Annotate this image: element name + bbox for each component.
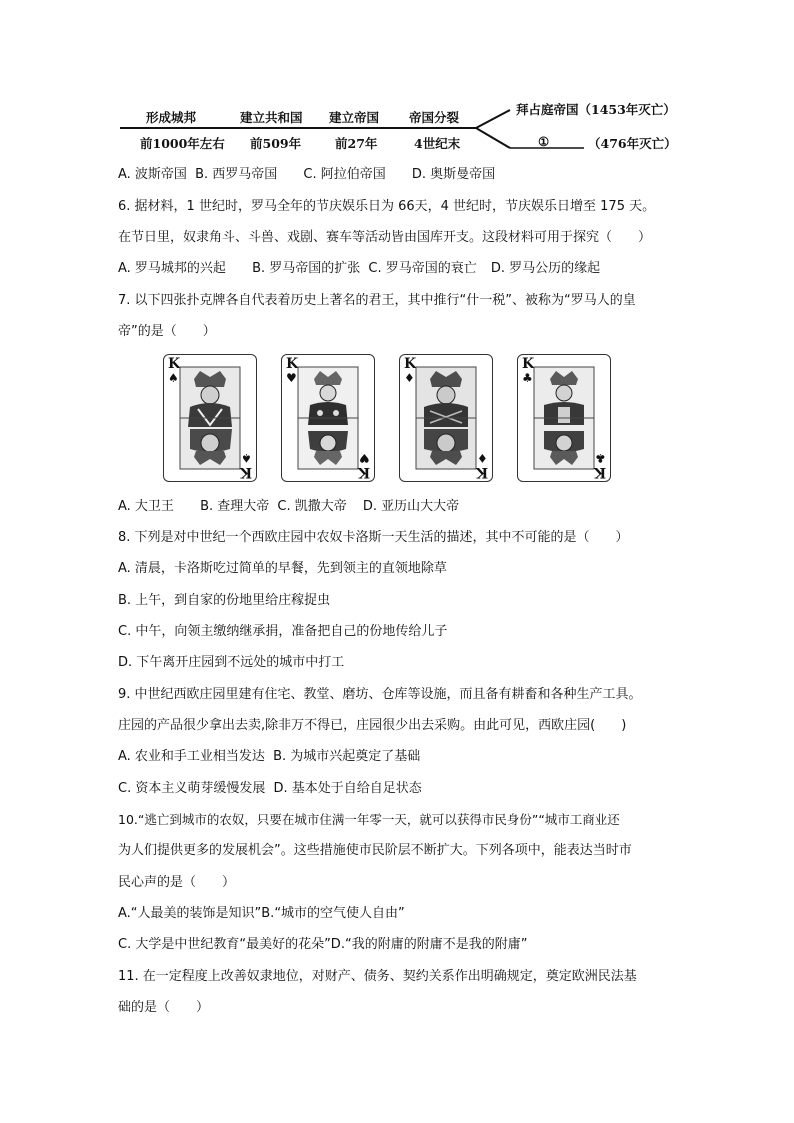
q7-options	[118, 498, 459, 516]
card-rank: K	[593, 464, 606, 480]
q9-stem-line1: 9. 中世纪西欧庄园里建有住宅、教堂、磨坊、仓库等设施，而且备有耕畜和各种生产工具。	[118, 687, 642, 702]
king-portrait-icon	[532, 365, 596, 471]
diamond-icon: ♦	[404, 371, 415, 385]
q5-option-d[interactable]: D. 奥斯曼帝国	[411, 167, 496, 182]
king-portrait-icon	[178, 365, 242, 471]
q7-option-d[interactable]: D. 亚历山大大帝	[362, 499, 460, 514]
card-king-spades[interactable]	[163, 354, 257, 482]
card-king-clubs[interactable]	[517, 354, 611, 482]
q5-option-b[interactable]: B. 西罗马帝国	[195, 167, 278, 182]
q9-options-row1	[118, 748, 420, 766]
q9-stem-line2: 庄园的产品很少拿出去卖,除非万不得已，庄园很少出去采购。由此可见，西欧庄园( )	[118, 718, 627, 733]
heart-icon: ♥	[286, 371, 297, 385]
q10-stem-line2: 为人们提供更多的发展机会”。这些措施使市民阶层不断扩大。下列各项中，能表达当时市	[118, 843, 632, 858]
q7-option-b[interactable]: B. 查理大帝	[200, 499, 270, 514]
q7-stem-line2: 帝”的是（ ）	[118, 324, 216, 339]
timeline-event-date: 4世纪末	[414, 136, 461, 151]
card-rank: K	[286, 356, 299, 372]
card-rank: K	[404, 356, 417, 372]
timeline-event-label: 建立帝国	[329, 110, 380, 125]
q8-option-c[interactable]: C. 中午，向领主缴纳继承捐，准备把自己的份地传给儿子	[118, 624, 448, 639]
q7-option-c[interactable]: C. 凯撒大帝	[277, 499, 347, 514]
timeline-event-label: 形成城邦	[146, 110, 197, 125]
playing-cards	[163, 354, 613, 482]
card-rank: K	[357, 464, 370, 480]
q9-option-d[interactable]: D. 基本处于自给自足状态	[273, 781, 422, 796]
timeline-event-label: 建立共和国	[240, 110, 303, 125]
q6-stem-line1: 6. 据材料，1 世纪时，罗马全年的节庆娱乐日为 66天，4 世纪时，节庆娱乐日增至 175 天。	[118, 199, 656, 214]
q6-option-c[interactable]: C. 罗马帝国的衰亡	[368, 261, 477, 276]
king-portrait-icon	[296, 365, 360, 471]
rome-timeline	[118, 96, 698, 156]
card-rank: K	[168, 356, 181, 372]
q6-option-a[interactable]: A. 罗马城邦的兴起	[118, 261, 226, 276]
club-icon: ♣	[595, 451, 606, 465]
q9-option-b[interactable]: B. 为城市兴起奠定了基础	[273, 749, 421, 764]
q7-option-a[interactable]: A. 大卫王	[118, 499, 174, 514]
q10-options-row2[interactable]: C. 大学是中世纪教育“最美好的花朵”D.“我的附庸的附庸不是我的附庸”	[118, 937, 528, 952]
heart-icon: ♥	[359, 451, 370, 465]
king-portrait-icon	[414, 365, 478, 471]
q8-option-b[interactable]: B. 上午，到自家的份地里给庄稼捉虫	[118, 593, 331, 608]
spade-icon: ♠	[241, 451, 252, 465]
timeline-event-label: 帝国分裂	[409, 110, 460, 125]
q11-stem-line2: 础的是（ ）	[118, 1000, 210, 1015]
timeline-branch-blank: ①	[538, 134, 550, 149]
q6-options	[118, 260, 600, 278]
q8-option-d[interactable]: D. 下午离开庄园到不远处的城市中打工	[118, 655, 345, 670]
timeline-branch-upper: 拜占庭帝国（1453年灭亡）	[516, 102, 676, 117]
card-rank: K	[475, 464, 488, 480]
q10-stem-line1: 10.“逃亡到城市的农奴，只要在城市住满一年零一天，就可以获得市民身份”“城市工商业还	[118, 812, 620, 827]
q5-option-a[interactable]: A. 波斯帝国	[118, 167, 187, 182]
q6-stem-line2: 在节日里，奴隶角斗、斗兽、戏剧、赛车等活动皆由国库开支。这段材料可用于探究（ ）	[118, 230, 652, 245]
q8-stem: 8. 下列是对中世纪一个西欧庄园中农奴卡洛斯一天生活的描述，其中不可能的是（ ）	[118, 530, 629, 545]
spade-icon: ♠	[168, 371, 179, 385]
q9-option-a[interactable]: A. 农业和手工业相当发达	[118, 749, 265, 764]
timeline-event-date: 前27年	[335, 136, 378, 151]
q5-options	[118, 166, 495, 184]
timeline-branch-lower-note: （476年灭亡）	[588, 136, 677, 151]
timeline-event-date: 前1000年左右	[140, 136, 225, 151]
q11-stem-line1: 11. 在一定程度上改善奴隶地位，对财产、债务、契约关系作出明确规定，奠定欧洲民法基	[118, 969, 637, 984]
q10-options-row1[interactable]: A.“人最美的装饰是知识”B.“城市的空气使人自由”	[118, 906, 405, 921]
q9-option-c[interactable]: C. 资本主义萌芽缓慢发展	[118, 781, 266, 796]
q8-option-a[interactable]: A. 清晨，卡洛斯吃过简单的早餐，先到领主的直领地除草	[118, 561, 447, 576]
q6-option-b[interactable]: B. 罗马帝国的扩张	[252, 261, 361, 276]
diamond-icon: ♦	[477, 451, 488, 465]
q5-option-c[interactable]: C. 阿拉伯帝国	[303, 167, 386, 182]
club-icon: ♣	[522, 371, 533, 385]
q7-stem-line1: 7. 以下四张扑克牌各自代表着历史上著名的君王，其中推行“什一税”、被称为“罗马人的皇	[118, 293, 636, 308]
card-rank: K	[522, 356, 535, 372]
card-king-diamonds[interactable]	[399, 354, 493, 482]
timeline-event-date: 前509年	[250, 136, 302, 151]
q9-options-row2	[118, 780, 422, 798]
q6-option-d[interactable]: D. 罗马公历的缘起	[490, 261, 601, 276]
q10-stem-line3: 民心声的是（ ）	[118, 875, 236, 890]
card-rank: K	[239, 464, 252, 480]
card-king-hearts[interactable]	[281, 354, 375, 482]
